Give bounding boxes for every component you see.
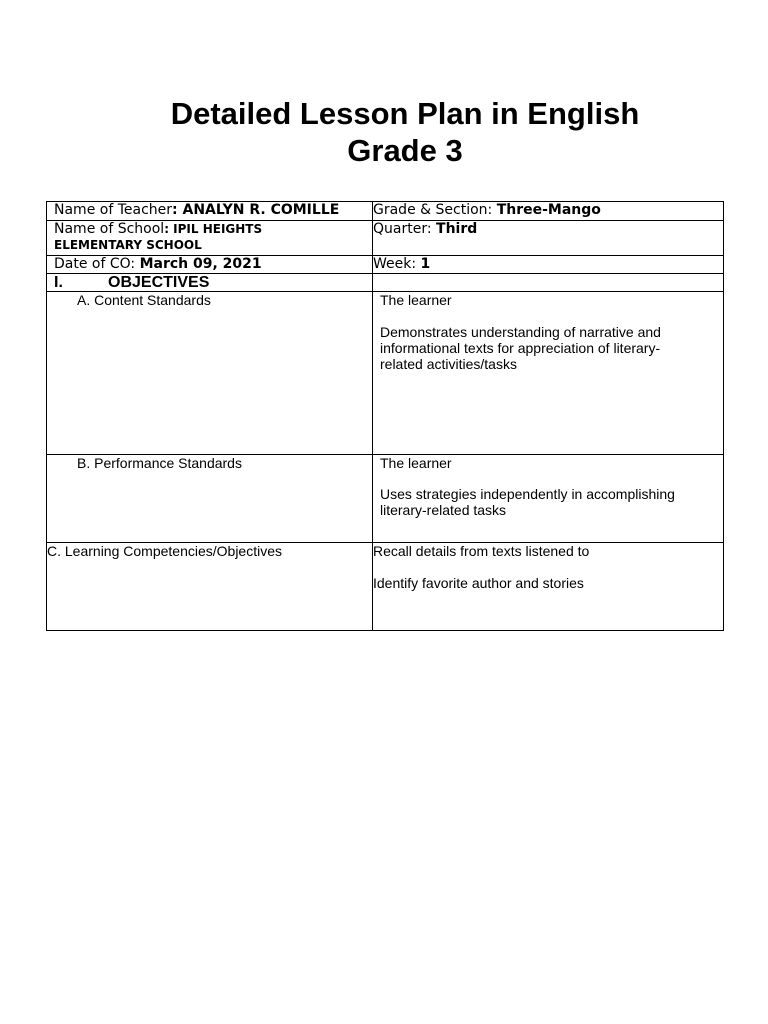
quarter-value: Third (436, 221, 478, 237)
learning-competencies-line1: Recall details from texts listened to (373, 543, 590, 559)
teacher-label: Name of Teacher (54, 202, 173, 218)
performance-standards-cell (373, 455, 724, 543)
performance-standards-line2: Uses strategies independently in accomplishing (380, 486, 675, 502)
week-value: 1 (420, 256, 431, 272)
content-standards-line3: informational texts for appreciation of literary- (380, 340, 661, 356)
table-row (47, 256, 724, 274)
content-standards-cell (373, 292, 724, 455)
school-cell (47, 221, 373, 256)
table-row (47, 292, 724, 455)
performance-standards-label-cell (47, 455, 373, 543)
objectives-heading-cell (47, 274, 373, 292)
performance-standards-line1: The learner (380, 455, 452, 471)
teacher-cell (47, 202, 373, 221)
grade-section-cell (373, 202, 724, 221)
objectives-empty-cell (373, 274, 724, 292)
content-standards-line4: related activities/tasks (380, 356, 517, 372)
school-label: Name of School (54, 221, 165, 237)
school-value-line2: ELEMENTARY SCHOOL (54, 238, 202, 252)
content-standards-line2: Demonstrates understanding of narrative and (380, 324, 661, 340)
quarter-label: Quarter: (373, 221, 437, 237)
learning-competencies-label: C. Learning Competencies/Objectives (47, 543, 283, 559)
content-standards-label-cell (47, 292, 373, 455)
learning-competencies-line2: Identify favorite author and stories (373, 575, 584, 591)
lesson-plan-table (46, 201, 724, 631)
grade-label: Grade & Section: (373, 202, 497, 218)
learning-competencies-cell (373, 543, 724, 631)
table-row (47, 202, 724, 221)
quarter-cell (373, 221, 724, 256)
page-title: Detailed Lesson Plan in English (170, 96, 640, 131)
date-cell (47, 256, 373, 274)
content-standards-label: A. Content Standards (77, 292, 211, 308)
week-cell (373, 256, 724, 274)
table-row (47, 543, 724, 631)
date-value: March 09, 2021 (139, 256, 262, 272)
objectives-heading: OBJECTIVES (108, 274, 210, 291)
grade-value: Three-Mango (496, 202, 601, 218)
objectives-number: I. (54, 274, 63, 291)
teacher-value: : ANALYN R. COMILLE (172, 202, 340, 218)
learning-competencies-label-cell (47, 543, 373, 631)
performance-standards-label: B. Performance Standards (77, 455, 242, 471)
page-subtitle: Grade 3 (347, 133, 463, 168)
date-label: Date of CO: (54, 256, 140, 272)
table-row (47, 455, 724, 543)
week-label: Week: (373, 256, 421, 272)
school-value-line1: : IPIL HEIGHTS (164, 222, 263, 236)
table-row (47, 221, 724, 256)
content-standards-line1: The learner (380, 292, 452, 308)
performance-standards-line3: literary-related tasks (380, 502, 507, 518)
table-row (47, 274, 724, 292)
